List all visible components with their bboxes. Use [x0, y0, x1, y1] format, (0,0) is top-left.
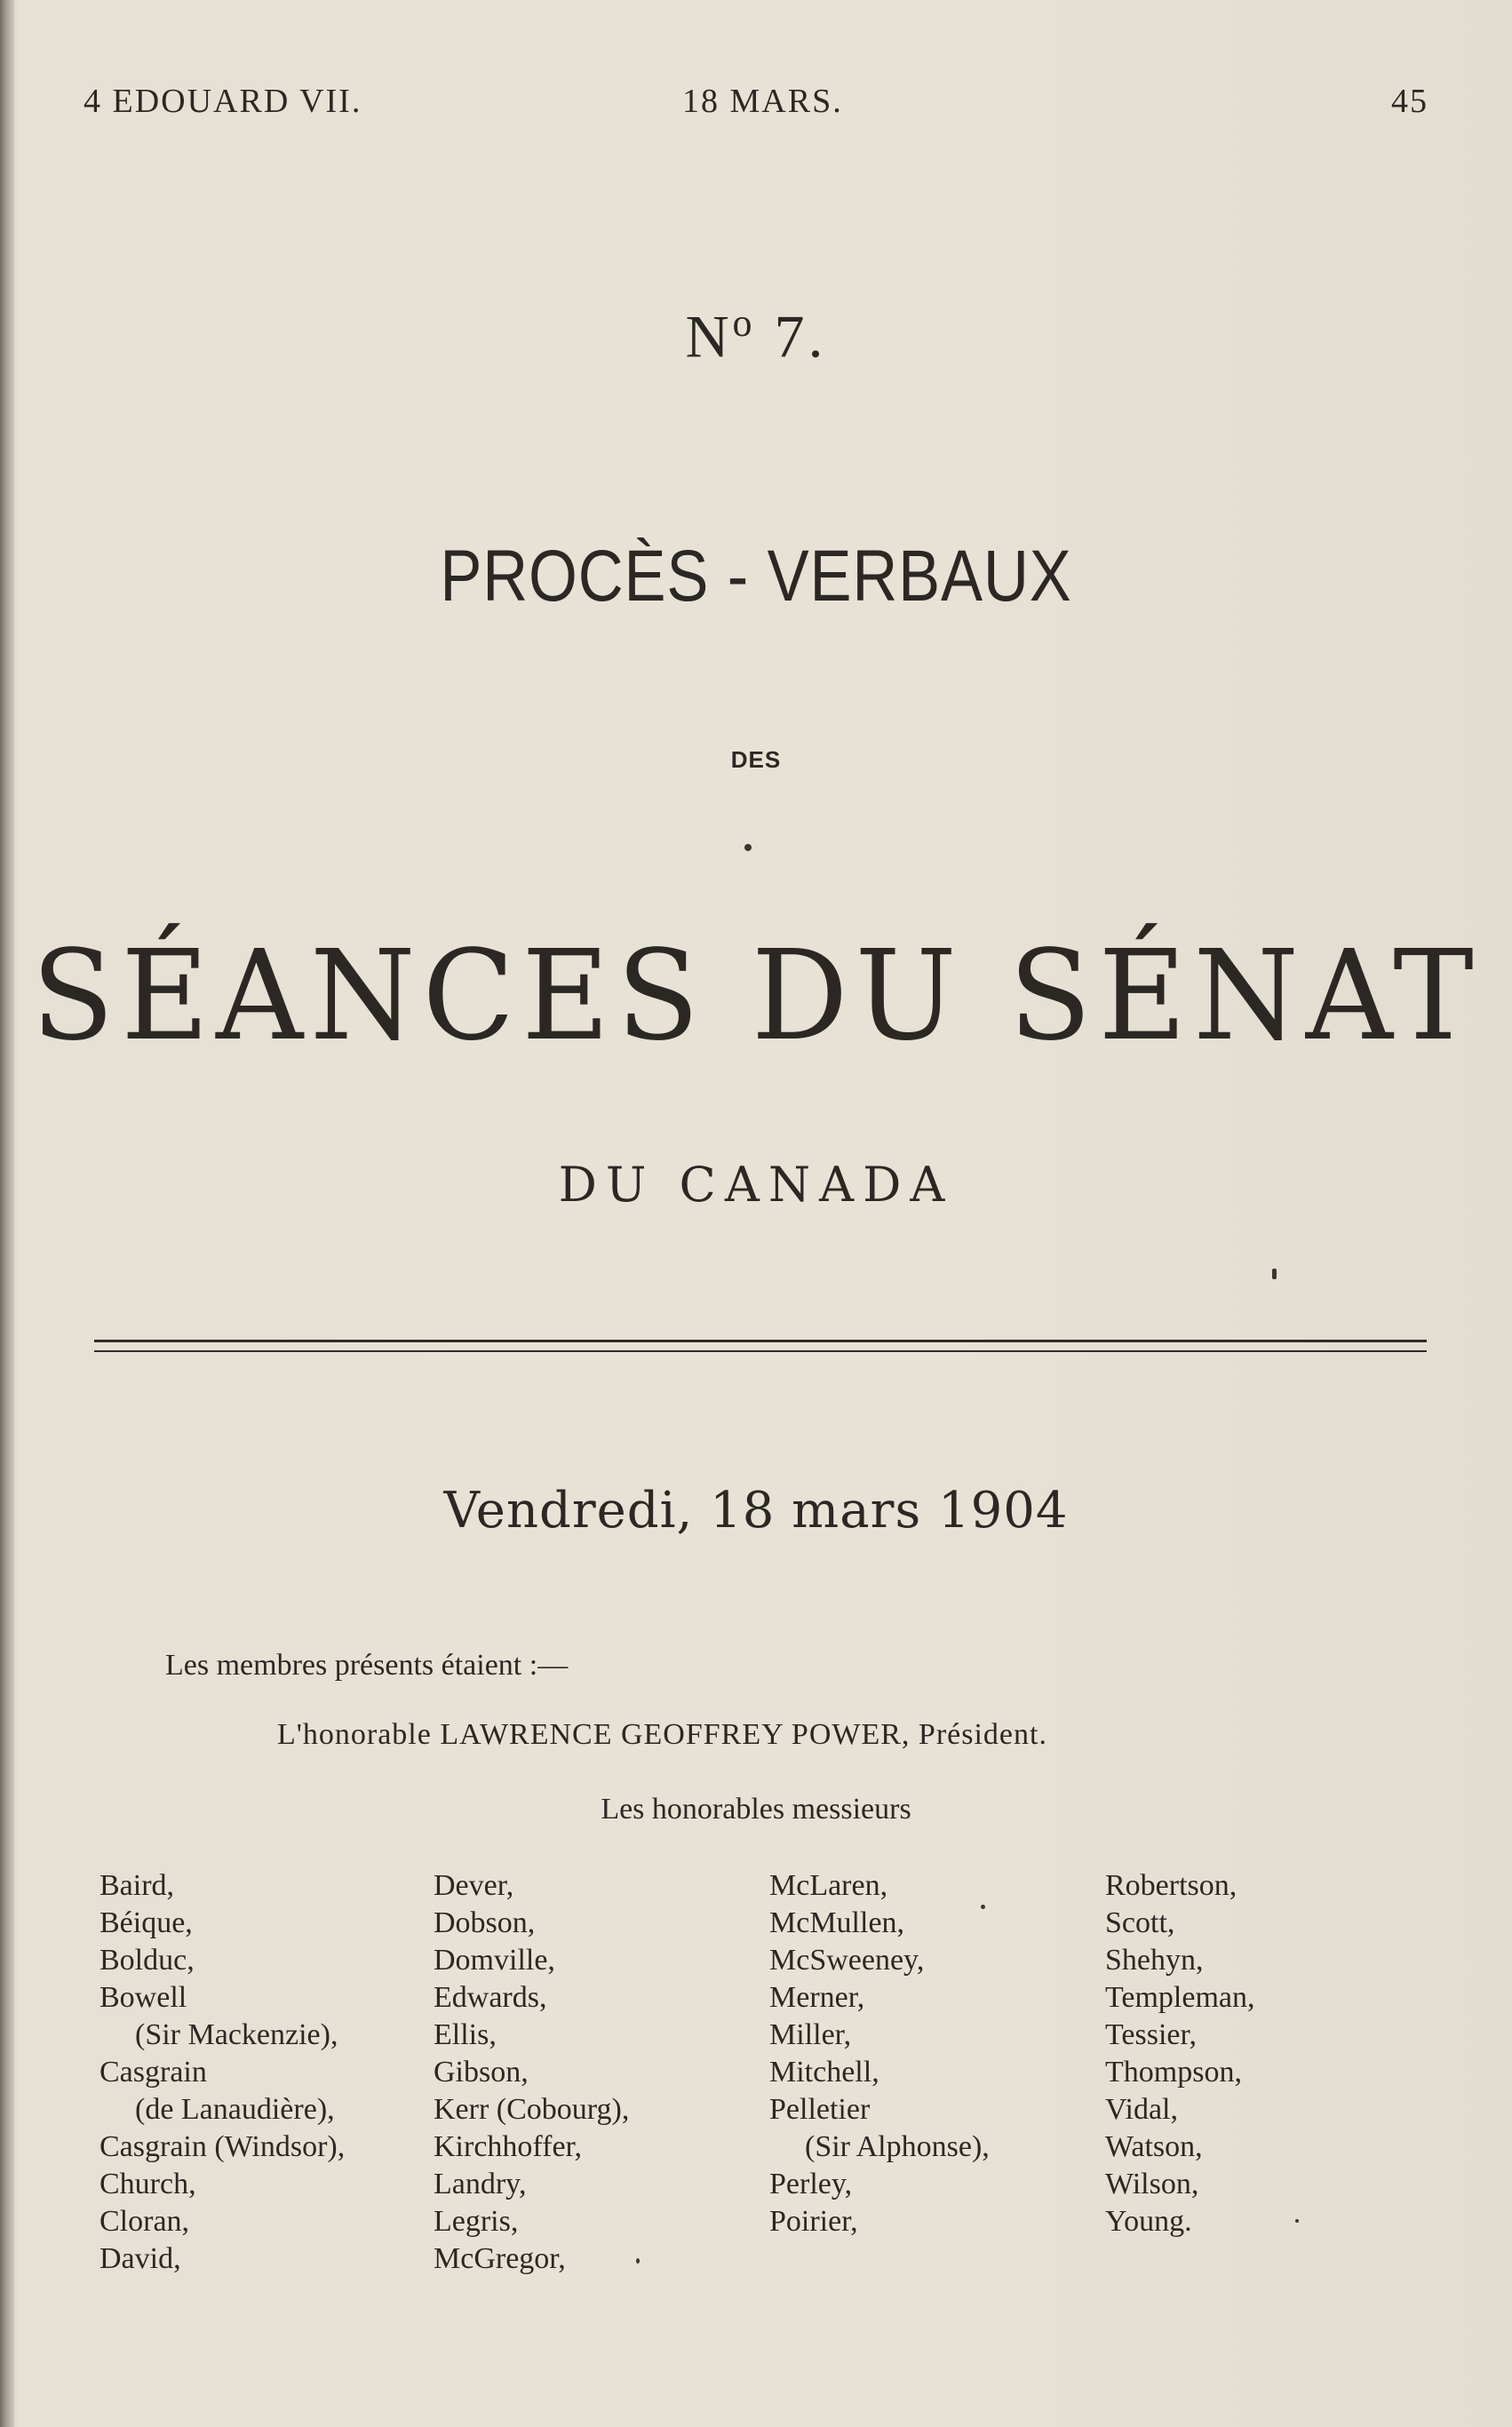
member-name: Landry,: [434, 2168, 527, 2200]
member-name: Domville,: [434, 1944, 555, 1977]
member-name: Baird,: [99, 1869, 175, 1902]
member-name: Watson,: [1105, 2130, 1203, 2163]
members-column-2: [434, 1867, 629, 2278]
member-name: Kirchhoffer,: [434, 2130, 582, 2163]
member-name: Shehyn,: [1105, 1944, 1204, 1977]
member-name: Wilson,: [1105, 2168, 1199, 2200]
members-column-3: [769, 1867, 990, 2240]
member-name: McMullen,: [769, 1906, 905, 1939]
title-proces-verbaux: PROCÈS - VERBAUX: [440, 536, 1072, 617]
print-speck: [981, 1905, 985, 1909]
member-name: Edwards,: [434, 1981, 547, 2014]
print-speck: [1295, 2219, 1299, 2223]
honorables-heading: Les honorables messieurs: [601, 1793, 911, 1826]
member-name: David,: [99, 2242, 181, 2275]
double-rule-top: [94, 1340, 1427, 1342]
member-name-continuation: (de Lanaudière),: [135, 2093, 335, 2126]
print-speck: [744, 844, 752, 851]
members-column-4: [1105, 1867, 1255, 2240]
members-column-1: [99, 1867, 345, 2278]
member-name: Poirier,: [769, 2205, 858, 2238]
member-name: Templeman,: [1105, 1981, 1255, 2014]
print-speck: [636, 2258, 640, 2264]
member-name: Scott,: [1105, 1906, 1175, 1939]
number-value: 7.: [774, 302, 827, 370]
member-name: Kerr (Cobourg),: [434, 2093, 630, 2126]
member-name: Casgrain: [99, 2056, 207, 2089]
page-number: 45: [1391, 83, 1428, 120]
member-name: Pelletier: [769, 2093, 871, 2126]
print-speck: [1272, 1269, 1277, 1279]
member-name: Vidal,: [1105, 2093, 1178, 2126]
member-name: Ellis,: [434, 2018, 497, 2051]
sitting-date: Vendredi, 18 mars 1904: [443, 1482, 1069, 1540]
member-name: McSweeney,: [769, 1944, 925, 1977]
title-seances-du-senat: SÉANCES DU SÉNAT: [31, 924, 1481, 1069]
president-line: L'honorable LAWRENCE GEOFFREY POWER, Président.: [277, 1718, 1047, 1751]
member-name: Béique,: [99, 1906, 193, 1939]
member-name: Young.: [1105, 2205, 1192, 2238]
running-header-date: 18 MARS.: [682, 83, 843, 120]
running-header-left: 4 EDOUARD VII.: [84, 83, 362, 120]
title-des: DES: [730, 746, 782, 773]
member-name: Gibson,: [434, 2056, 529, 2089]
session-number: [0, 300, 1512, 372]
number-sup: o: [732, 301, 756, 345]
member-name: Perley,: [769, 2168, 853, 2200]
double-rule-bottom: [94, 1350, 1427, 1352]
member-name: Dever,: [434, 1869, 514, 1902]
member-name: Legris,: [434, 2205, 519, 2238]
member-name: Casgrain (Windsor),: [99, 2130, 346, 2163]
member-name: McLaren,: [769, 1869, 888, 1902]
member-name: Cloran,: [99, 2205, 190, 2238]
member-name: Bolduc,: [99, 1944, 195, 1977]
member-name: Tessier,: [1105, 2018, 1197, 2051]
title-du-canada: DU CANADA: [558, 1157, 954, 1213]
member-name: Thompson,: [1105, 2056, 1242, 2089]
member-name-continuation: (Sir Mackenzie),: [135, 2018, 338, 2051]
member-name: Mitchell,: [769, 2056, 879, 2089]
member-name: Dobson,: [434, 1906, 536, 1939]
number-prefix: N: [685, 302, 733, 370]
member-name-continuation: (Sir Alphonse),: [805, 2130, 990, 2163]
member-name: Church,: [99, 2168, 196, 2200]
members-present-intro: Les membres présents étaient :—: [165, 1649, 569, 1682]
member-name: McGregor,: [434, 2242, 566, 2275]
member-name: Bowell: [99, 1981, 187, 2014]
member-name: Merner,: [769, 1981, 865, 2014]
member-name: Robertson,: [1105, 1869, 1237, 1902]
member-name: Miller,: [769, 2018, 852, 2051]
